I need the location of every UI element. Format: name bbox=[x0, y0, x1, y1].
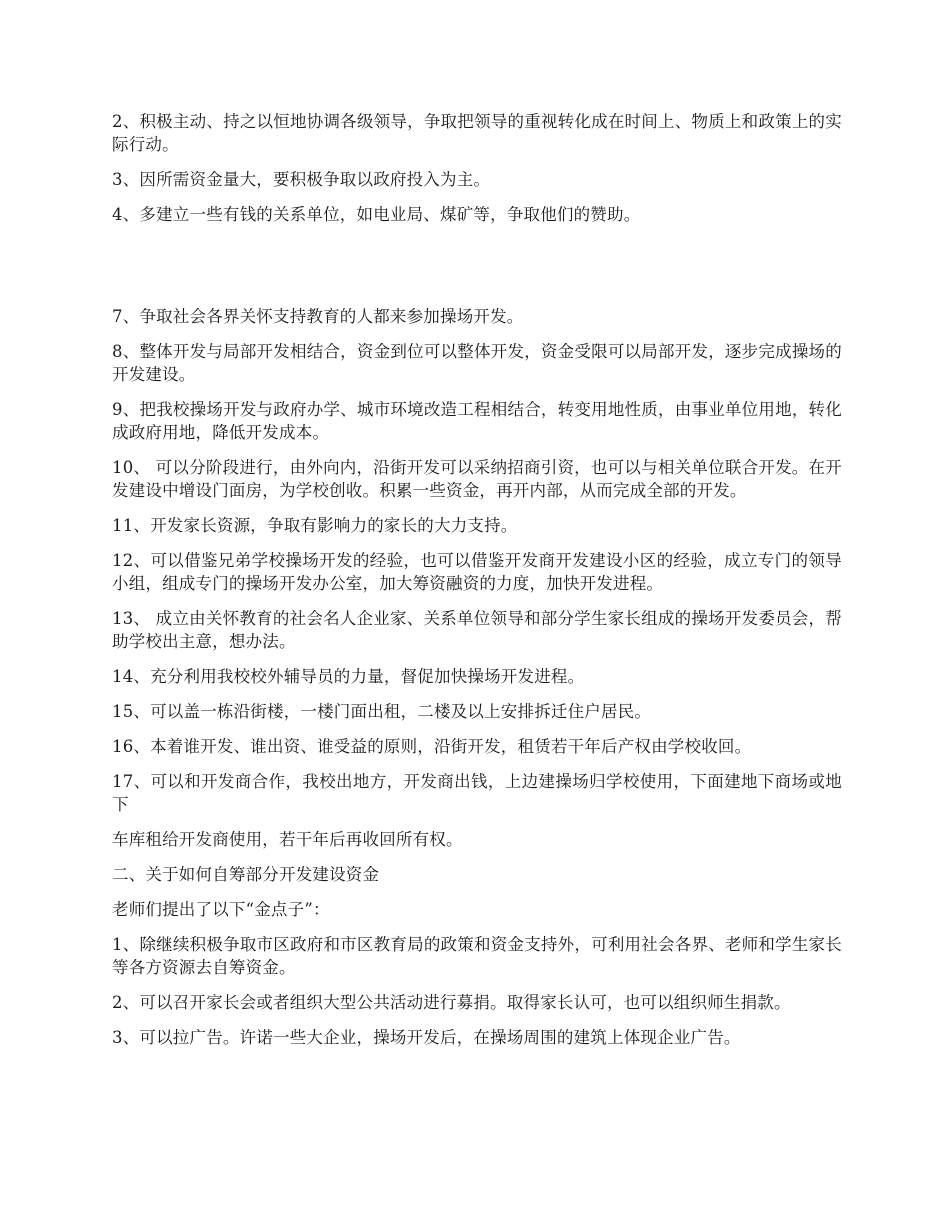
paragraph-item-7: 7、争取社会各界关怀支持教育的人都来参加操场开发。 bbox=[112, 307, 524, 326]
funding-item-1: 1、除继续积极争取市区政府和市区教育局的政策和资金支持外，可利用社会各界、老师和学生家长等各方资源去自筹资金。 bbox=[112, 935, 842, 977]
section-heading: 二、关于如何自筹部分开发建设资金 bbox=[112, 865, 380, 884]
paragraph-item-17: 17、可以和开发商合作，我校出地方，开发商出钱，上边建操场归学校使用，下面建地下商场或地下 bbox=[112, 772, 842, 814]
blank-gap bbox=[112, 238, 842, 305]
paragraph-item-12: 12、可以借鉴兄弟学校操场开发的经验，也可以借鉴开发商开发建设小区的经验，成立专门的领导小组，组成专门的操场开发办公室，加大筹资融资的力度，加快开发进程。 bbox=[112, 551, 842, 593]
paragraph-item-3: 3、因所需资金量大，要积极争取以政府投入为主。 bbox=[112, 170, 491, 189]
paragraph-item-8: 8、整体开发与局部开发相结合，资金到位可以整体开发，资金受限可以局部开发，逐步完成操场的开发建设。 bbox=[112, 342, 842, 384]
section-intro: 老师们提出了以下“金点子”： bbox=[112, 900, 330, 919]
paragraph-item-2: 2、积极主动、持之以恒地协调各级领导，争取把领导的重视转化成在时间上、物质上和政策上的实际行动。 bbox=[112, 112, 842, 154]
paragraph-item-15: 15、可以盖一栋沿街楼，一楼门面出租，二楼及以上安排拆迁住户居民。 bbox=[112, 702, 652, 721]
paragraph-item-16: 16、本着谁开发、谁出资、谁受益的原则，沿街开发，租赁若干年后产权由学校收回。 bbox=[112, 737, 752, 756]
paragraph-item-13: 13、 成立由关怀教育的社会名人企业家、关系单位领导和部分学生家长组成的操场开发委员会，帮助学校出主意，想办法。 bbox=[112, 609, 842, 651]
paragraph-item-11: 11、开发家长资源，争取有影响力的家长的大力支持。 bbox=[112, 516, 518, 535]
document-page bbox=[112, 110, 842, 1061]
funding-item-3: 3、可以拉广告。许诺一些大企业，操场开发后，在操场周围的建筑上体现企业广告。 bbox=[112, 1028, 741, 1047]
paragraph-item-4: 4、多建立一些有钱的关系单位，如电业局、煤矿等，争取他们的赞助。 bbox=[112, 205, 641, 224]
paragraph-item-10: 10、 可以分阶段进行，由外向内，沿街开发可以采纳招商引资，也可以与相关单位联合开发。在开发建设中增设门面房，为学校创收。积累一些资金，再开内部，从而完成全部的开发。 bbox=[112, 458, 842, 500]
paragraph-item-9: 9、把我校操场开发与政府办学、城市环境改造工程相结合，转变用地性质，由事业单位用地，转化成政府用地，降低开发成本。 bbox=[112, 400, 842, 442]
paragraph-continuation: 车库租给开发商使用，若干年后再收回所有权。 bbox=[112, 830, 463, 849]
funding-item-2: 2、可以召开家长会或者组织大型公共活动进行募捐。取得家长认可，也可以组织师生捐款。 bbox=[112, 993, 791, 1012]
paragraph-item-14: 14、充分利用我校校外辅导员的力量，督促加快操场开发进程。 bbox=[112, 667, 585, 686]
